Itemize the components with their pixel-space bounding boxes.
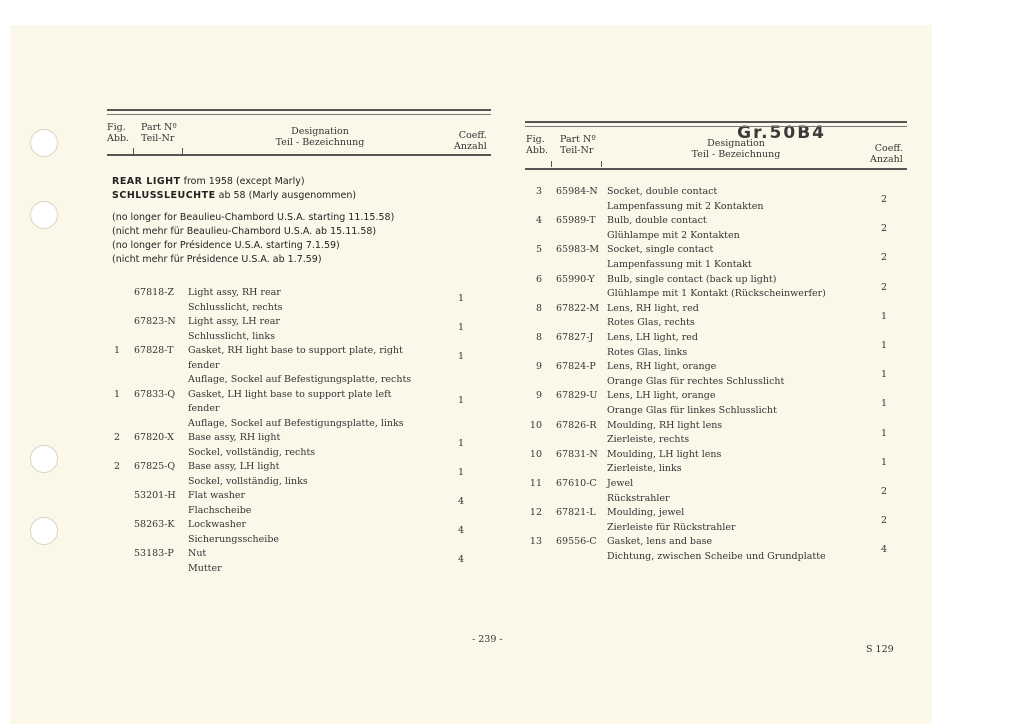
- designation-line: Sockel, vollständig, links: [188, 475, 308, 487]
- header-designation-label: Designation: [291, 126, 349, 137]
- part-number: 67827-J: [556, 332, 594, 343]
- header-anzahl-label: Anzahl: [870, 154, 903, 165]
- designation-line: Socket, single contact: [607, 244, 714, 256]
- header-bottom-rule: [107, 154, 491, 156]
- header-designation: [666, 138, 806, 160]
- fig-number: 1: [113, 345, 120, 356]
- part-number: 67829-U: [556, 390, 598, 402]
- designation-line: Lens, LH light, orange: [607, 390, 716, 402]
- quantity: 4: [880, 544, 888, 556]
- fig-number: 4: [535, 215, 542, 227]
- designation-line: Zierleiste, links: [607, 463, 682, 475]
- header-designation: [250, 126, 390, 148]
- designation-line: Zierleiste für Rückstrahler: [607, 521, 736, 533]
- part-number: 58263-K: [134, 519, 175, 530]
- punch-hole: [30, 517, 58, 545]
- punch-hole: [30, 445, 58, 473]
- part-number: 67823-N: [134, 316, 176, 327]
- fig-number: 5: [535, 244, 542, 256]
- fig-number: 10: [529, 448, 542, 460]
- part-number: 65983-M: [556, 244, 600, 256]
- fig-number: 8: [535, 332, 542, 343]
- designation-line: Dichtung, zwischen Scheibe und Grundplatte: [607, 550, 826, 562]
- part-number: 65989-T: [556, 215, 596, 227]
- designation-line: Schlusslicht, rechts: [188, 301, 283, 313]
- fig-number: 9: [535, 390, 542, 402]
- designation-line: Gasket, LH light base to support plate left: [188, 388, 392, 400]
- section-heading: [112, 175, 394, 267]
- designation-line: Nut: [188, 548, 207, 559]
- part-number: 67821-L: [556, 507, 596, 519]
- designation-line: Orange Glas für rechtes Schlusslicht: [607, 375, 785, 387]
- designation-line: Moulding, RH light lens: [607, 419, 723, 431]
- section-note: (no longer for Présidence U.S.A. starting 7.1.59): [112, 240, 340, 251]
- header-fig: [107, 122, 129, 144]
- quantity: 1: [457, 293, 465, 304]
- quantity: 4: [457, 525, 465, 536]
- designation-line: Lampenfassung mit 2 Kontakten: [607, 200, 764, 212]
- designation-line: Moulding, LH light lens: [607, 448, 722, 460]
- header-bottom-rule: [525, 168, 907, 170]
- section-title-en-bold: REAR LIGHT: [112, 176, 181, 187]
- header-top-rule: [525, 121, 907, 123]
- designation-line: Light assy, RH rear: [188, 287, 281, 298]
- part-number: 65984-N: [556, 186, 598, 197]
- quantity: 2: [880, 223, 888, 235]
- punch-hole: [30, 201, 58, 229]
- part-number: 53201-H: [134, 490, 176, 501]
- fig-number: 6: [535, 273, 542, 285]
- fig-number: 1: [113, 388, 120, 400]
- fig-number: 12: [529, 507, 542, 519]
- header-teilnr-label: Teil-Nr: [560, 145, 594, 156]
- group-code: Gr.50B4: [737, 123, 826, 143]
- section-note: (nicht mehr für Beaulieu-Chambord U.S.A. ab 15.11.58): [112, 226, 377, 237]
- quantity: 2: [880, 281, 888, 293]
- header-coeff-label: Coeff.: [874, 143, 903, 154]
- header-designation-label: Designation: [707, 138, 765, 149]
- header-top-rule-thin: [525, 126, 907, 127]
- header-tick: [601, 161, 602, 167]
- designation-line: Glühlampe mit 2 Kontakten: [607, 229, 740, 241]
- quantity: 2: [880, 486, 888, 497]
- designation-line: Lampenfassung mit 1 Kontakt: [607, 258, 752, 270]
- section-note: (nicht mehr für Présidence U.S.A. ab 1.7.59): [112, 254, 322, 265]
- header-part-label: Part Nº: [141, 122, 177, 133]
- designation-line: Lens, LH light, red: [607, 332, 698, 343]
- header-fig-label: Fig.: [526, 134, 545, 145]
- quantity: 1: [880, 398, 888, 410]
- designation-line: fender: [188, 403, 220, 414]
- designation-line: Light assy, LH rear: [188, 316, 280, 327]
- quantity: 1: [880, 310, 888, 322]
- header-fig-label: Fig.: [107, 122, 126, 133]
- designation-line: Glühlampe mit 1 Kontakt (Rückscheinwerfer): [607, 288, 826, 300]
- fig-number: 2: [113, 432, 120, 443]
- fig-number: 8: [535, 302, 542, 314]
- part-number: 67833-Q: [134, 388, 176, 400]
- header-teilbez-label: Teil - Bezeichnung: [691, 149, 781, 160]
- quantity: 2: [880, 252, 888, 264]
- quantity: 2: [880, 194, 888, 205]
- section-title-de: [112, 189, 394, 203]
- part-number: 67831-N: [556, 448, 598, 460]
- designation-line: Bulb, double contact: [607, 215, 707, 227]
- designation-line: Base assy, LH light: [188, 461, 280, 472]
- designation-line: Rotes Glas, rechts: [607, 317, 695, 329]
- header-abb-label: Abb.: [107, 133, 130, 144]
- designation-line: fender: [188, 359, 220, 371]
- fig-number: 2: [113, 461, 120, 472]
- header-coeff: [454, 130, 487, 152]
- header-top-rule: [107, 109, 491, 111]
- header-tick: [551, 161, 552, 167]
- fig-number: 11: [529, 478, 542, 489]
- section-note: (no longer for Beaulieu-Chambord U.S.A. starting 11.15.58): [112, 212, 395, 223]
- designation-line: Schlusslicht, links: [188, 330, 276, 342]
- quantity: 1: [880, 427, 888, 439]
- fig-number: 9: [535, 361, 542, 373]
- designation-line: Auflage, Sockel auf Befestigungsplatte, links: [188, 417, 404, 429]
- header-coeff-label: Coeff.: [458, 130, 487, 141]
- header-part: [560, 134, 596, 156]
- designation-line: Jewel: [607, 478, 634, 489]
- header-anzahl-label: Anzahl: [454, 141, 487, 152]
- header-part-label: Part Nº: [560, 134, 596, 145]
- sheet-code: S 129: [866, 644, 894, 655]
- part-number: 67824-P: [556, 361, 596, 373]
- part-number: 67610-C: [556, 478, 597, 489]
- section-title-en-rest: from 1958 (except Marly): [183, 176, 305, 187]
- part-number: 67822-M: [556, 302, 600, 314]
- catalog-page: [10, 25, 932, 724]
- designation-line: Flat washer: [188, 490, 246, 501]
- header-top-rule-thin: [107, 114, 491, 115]
- designation-line: Moulding, jewel: [607, 507, 685, 519]
- part-number: 67820-X: [134, 432, 174, 443]
- header-teilnr-label: Teil-Nr: [141, 133, 175, 144]
- part-number: 65990-Y: [556, 273, 595, 285]
- punch-hole: [30, 129, 58, 157]
- quantity: 2: [880, 515, 888, 527]
- fig-number: 13: [529, 536, 542, 548]
- page-number: - 239 -: [472, 634, 503, 645]
- designation-line: Mutter: [188, 562, 222, 574]
- section-title-de-rest: ab 58 (Marly ausgenommen): [218, 190, 357, 201]
- quantity: 1: [457, 322, 465, 333]
- part-number: 53183-P: [134, 548, 174, 559]
- designation-line: Socket, double contact: [607, 186, 718, 197]
- designation-line: Rotes Glas, links: [607, 346, 688, 358]
- designation-line: Sockel, vollständig, rechts: [188, 446, 316, 458]
- designation-line: Auflage, Sockel auf Befestigungsplatte, rechts: [188, 374, 412, 385]
- quantity: 1: [457, 467, 465, 478]
- designation-line: Base assy, RH light: [188, 432, 281, 443]
- part-number: 67825-Q: [134, 461, 176, 472]
- quantity: 4: [457, 554, 465, 565]
- part-number: 67828-T: [134, 345, 174, 356]
- part-number: 67818-Z: [134, 287, 175, 298]
- designation-line: Lens, RH light, orange: [607, 361, 717, 373]
- part-number: 67826-R: [556, 419, 597, 431]
- designation-line: Gasket, RH light base to support plate, right: [188, 345, 403, 356]
- header-fig: [526, 134, 548, 156]
- designation-line: Sicherungsscheibe: [188, 533, 280, 545]
- designation-line: Lens, RH light, red: [607, 302, 699, 314]
- designation-line: Flachscheibe: [188, 504, 252, 516]
- header-coeff: [870, 143, 903, 165]
- section-title-de-bold: SCHLUSSLEUCHTE: [112, 190, 216, 201]
- quantity: 1: [457, 394, 465, 406]
- header-teilbez-label: Teil - Bezeichnung: [275, 137, 365, 148]
- quantity: 1: [880, 456, 888, 468]
- section-title-en: [112, 175, 394, 189]
- header-abb-label: Abb.: [526, 145, 549, 156]
- quantity: 4: [457, 496, 465, 507]
- designation-line: Lockwasher: [188, 519, 247, 530]
- designation-line: Rückstrahler: [607, 492, 670, 504]
- designation-line: Gasket, lens and base: [607, 536, 713, 548]
- designation-line: Zierleiste, rechts: [607, 434, 690, 446]
- designation-line: Bulb, single contact (back up light): [607, 273, 777, 285]
- fig-number: 3: [535, 186, 542, 197]
- quantity: 1: [880, 369, 888, 381]
- quantity: 1: [457, 438, 465, 449]
- quantity: 1: [457, 351, 465, 362]
- fig-number: 10: [529, 419, 542, 431]
- part-number: 69556-C: [556, 536, 597, 548]
- header-part: [141, 122, 177, 144]
- quantity: 1: [880, 340, 888, 351]
- designation-line: Orange Glas für linkes Schlusslicht: [607, 404, 777, 416]
